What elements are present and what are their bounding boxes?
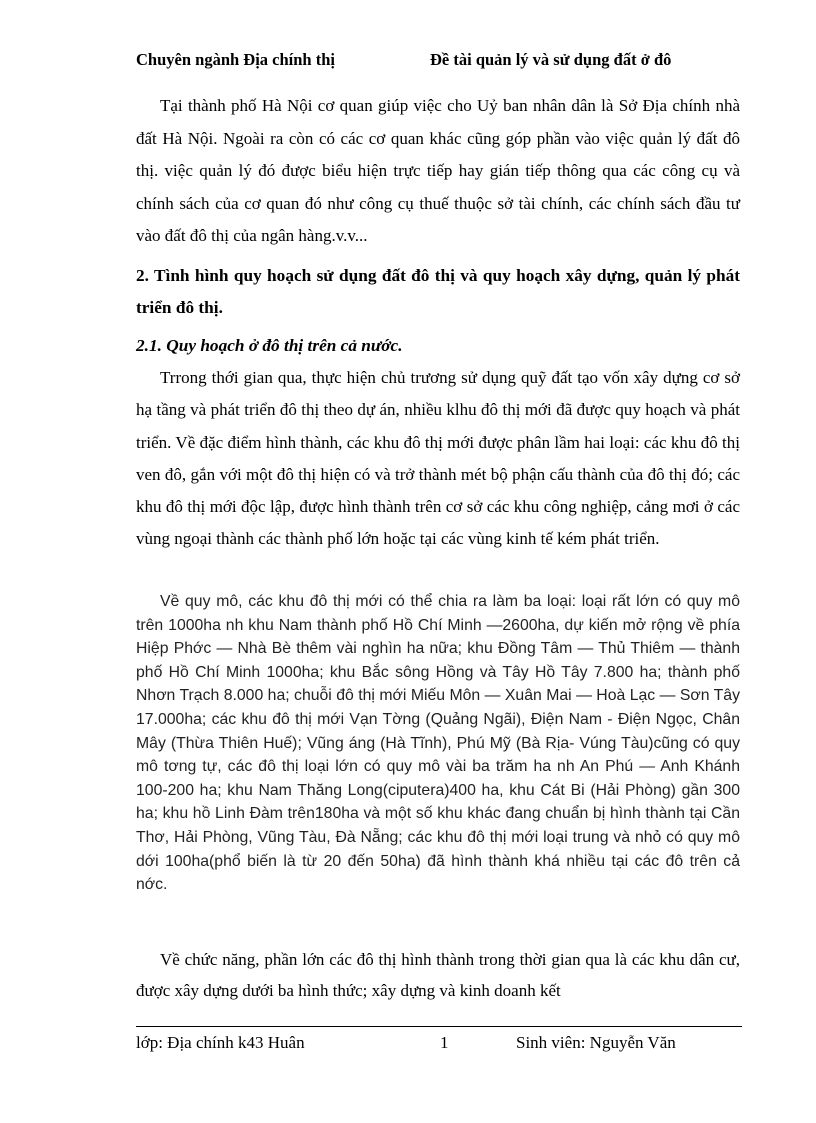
footer-student: Sinh viên: Nguyễn Văn [516, 1033, 676, 1052]
paragraph-function: Về chức năng, phần lớn các đô thị hình thành trong thời gian qua là các khu dân cư, được xây dựng dưới ba hình thức; xây dựng và kinh doanh kết [136, 950, 740, 1000]
header-major: Chuyên ngành Địa chính thị [136, 50, 335, 69]
paragraph-urban-planning: Trrong thới gian qua, thực hiện chủ trương sử dụng quỹ đất tạo vốn xây dựng cơ sở hạ tầng và phát triển đô thị theo dự án, nhiều klhu đô thị mới đã được quy hoạch và phát triển. Về đặc điểm hình thành, các khu đô thị mới được phân lầm hai loại: các khu đô thị ven đô, gắn với một đô thị hiện có và trở thành mét bộ phận cấu thành của đô thị đó; các khu đô thị mới độc lập, được hình thành trên cơ sở các khu công nghiệp, cảng mơi ở các vùng ngoại thành các thành phố lớn hoặc tại các vùng kinh tế kém phát triển. [136, 368, 740, 549]
footer-class: lớp: Địa chính k43 Huân [136, 1033, 305, 1052]
paragraph-scale: Về quy mô, các khu đô thị mới có thể chia ra làm ba loại: loại rất lớn có quy mô trên 1000ha nh khu Nam thành phố Hồ Chí Minh —2600ha, dự kiến mở rộng về phía Hiệp Phớc — Nhà Bè thêm vài nghìn ha nữa; khu Đồng Tâm — Thủ Thiêm — thành phố Hồ Chí Minh 1000ha; khu Bắc sông Hồng và Tây Hồ Tây 7.800 ha; thành phố Nhơn Trạch 8.000 ha; chuỗi đô thị mới Miếu Môn — Xuân Mai — Hoà Lạc — Sơn Tây 17.000ha; các khu đô thị mới Vạn Tờng (Quảng Ngãi), Điện Nam - Điện Ngọc, Chân Mây (Thừa Thiên Huế); Vũng áng (Hà Tĩnh), Phú Mỹ (Bà Rịa- Vúng Tàu)cũng có quy mô tơng tự, các đô thị loại lớn có quy mô vài ba trăm ha nh An Phú — Anh Khánh 100-200 ha; khu Nam Thăng Long(ciputera)400 ha, khu Cát Bi (Hải Phòng) gần 300 ha; khu hồ Linh Đàm trên180ha và một số khu khác đang chuẩn bị hình thành tại Cần Thơ, Hải Phòng, Vũng Tàu, Đà Nẵng; các khu đô thị mới loại trung và nhỏ có quy mô dới 100ha(phổ biến là từ 20 đến 50ha) đã hình thành khá nhiều tại các đô trên cả nớc. [136, 593, 740, 894]
section-heading-2: 2. Tình hình quy hoạch sử dụng đất đô thị và quy hoạch xây dựng, quản lý phát triển đô thị. [136, 266, 740, 317]
paragraph-hanoi-agencies: Tại thành phố Hà Nội cơ quan giúp việc cho Uỷ ban nhân dân là Sở Địa chính nhà đất Hà Nội. Ngoài ra còn có các cơ quan khác cũng góp phần vào việc quản lý đất đô thị. việc quản lý đó được biểu hiện trực tiếp hay gián tiếp thông qua các công cụ và chính sách của cơ quan đó như công cụ thuế thuộc sở tài chính, các chính sách đầu tư vào đất đô thị của ngân hàng.v.v... [136, 96, 740, 245]
page-number: 1 [440, 1033, 449, 1052]
header-topic: Đề tài quản lý và sử dụng đất ở đô [430, 50, 672, 69]
subsection-heading-2-1: 2.1. Quy hoạch ở đô thị trên cả nước. [136, 336, 403, 355]
footer-divider [136, 1026, 742, 1027]
